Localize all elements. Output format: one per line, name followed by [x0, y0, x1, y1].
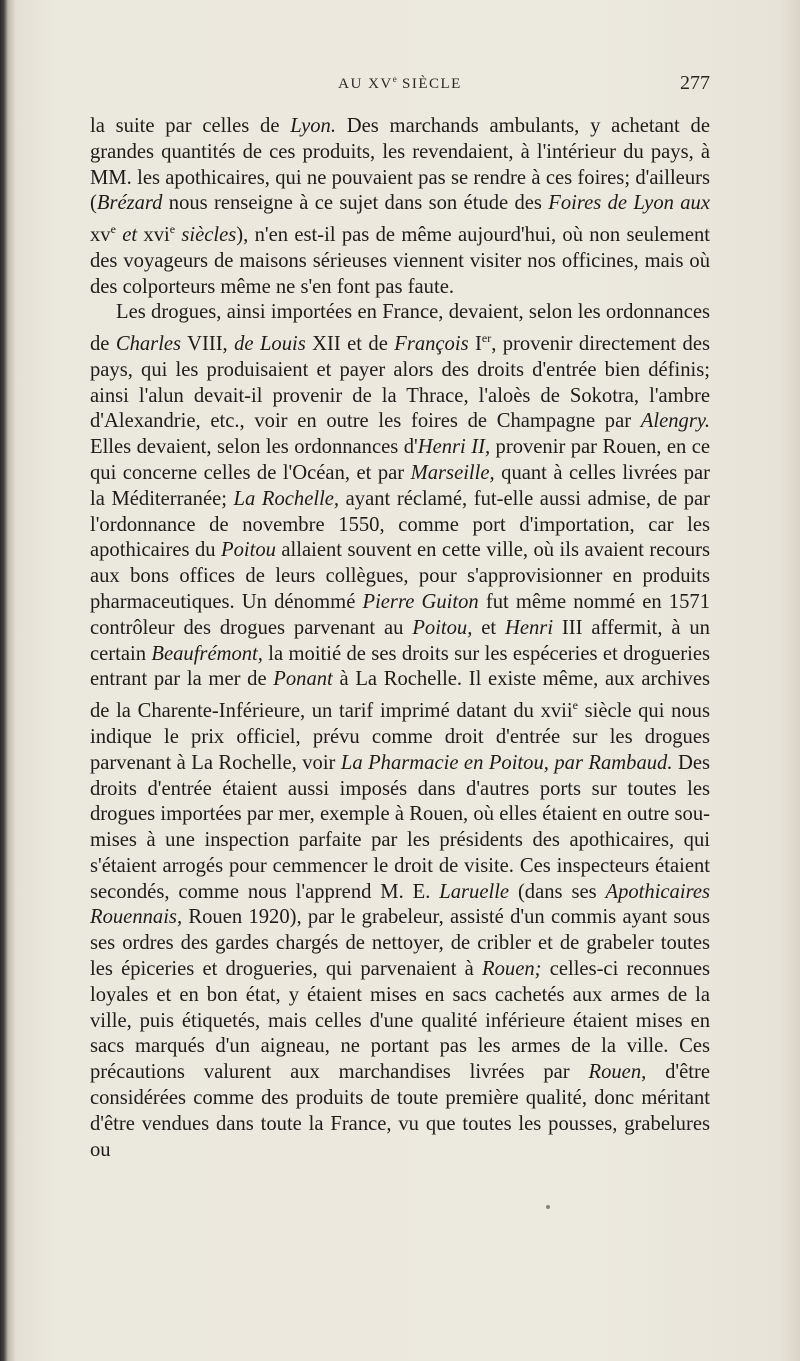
- text-run: nous renseigne à ce sujet dans son étude des: [162, 192, 549, 215]
- italic-text: Laruelle: [439, 880, 510, 903]
- italic-text: Marseille,: [410, 462, 495, 485]
- text-run: la suite par celles de: [90, 115, 291, 137]
- text-run: d'être considérées comme des produits de toute première qualité, donc méritant d'être vendues dans toute la France, vu que toutes les pousses, grabelures ou: [90, 1061, 710, 1161]
- text-run: Des droits d'entrée étaient aussi imposés dans d'autres ports sur toutes les drogues importées par mer, exemple à Rouen, où elles étaient en outre soumises à une inspection parfaite par les présidents des apothicaires, qui s'étaient arrogés pour cemmencer le droit de visite. Ces inspecteurs étaient secondés, comme nous l'apprend M. E.: [90, 751, 711, 903]
- italic-text: Pierre Guiton: [362, 591, 479, 614]
- italic-text: Henri II,: [417, 436, 491, 459]
- italic-text: François: [394, 333, 469, 356]
- text-run: Des marchands ambulants, y achetant de grandes quantités de ces produits, les revendaient, à l'intérieur du pays, à MM. les apothicaires, qui ne pouvaient pas se rendre à ces foires; d'ailleurs (: [90, 115, 710, 215]
- italic-text: Beaufrémont,: [151, 642, 263, 665]
- text-run: (dans ses: [509, 880, 606, 903]
- text-run: ayant réclamé, fut-elle aussi admise, de par l'ordonnance de novembre 1550, comme port d'importation, car les apothicaires du: [90, 487, 710, 562]
- text-run: et: [472, 616, 505, 639]
- text-run: I: [468, 333, 482, 356]
- text-run: xvii: [540, 700, 573, 723]
- italic-text: Ponant: [273, 668, 333, 691]
- text-run: Rouen 1920), par le grabeleur, assisté d'un commis ayant sous ses ordres des gardes chargés de nettoyer, de cribler et de grabeler toutes les épiceries et drogueries, qui parvenaient à: [90, 906, 710, 981]
- text-run: xv: [90, 224, 111, 247]
- superscript-text: er: [481, 331, 492, 346]
- italic-text: Rouen,: [588, 1061, 647, 1084]
- superscript-text: e: [169, 222, 176, 237]
- text-run: VIII,: [181, 333, 235, 356]
- italic-text: Henri: [505, 616, 554, 639]
- text-run: celles-ci reconnues loyales et en bon état, y étaient mises en sacs cachetés aux armes de la ville, puis étiquetés, mais celles d'une qualité inférieure étaient mises en sacs marqués d'un aigneau, ne portant pas les armes de la ville. Ces précautions valurent aux marchandises livrées par: [90, 958, 710, 1084]
- italic-text: Brézard: [96, 192, 163, 215]
- body-text: [90, 114, 710, 1163]
- italic-text: La Rochelle,: [233, 487, 340, 510]
- text-run: III affermit, à un certain: [90, 616, 710, 665]
- paragraph: [90, 114, 710, 300]
- italic-text: Lyon.: [290, 115, 336, 137]
- italic-text: Poitou: [221, 539, 276, 562]
- text-run: fut même nommé en 1571 contrôleur des drogues parvenant au: [90, 591, 710, 639]
- paragraph: [90, 300, 710, 1163]
- superscript-text: e: [110, 222, 116, 237]
- italic-text: Apothicaires Rouennais,: [90, 880, 710, 929]
- text-run: à La Rochelle. Il existe même, aux archives de la Charente-Inférieure, un tarif imprimé datant du: [90, 668, 710, 723]
- text-run: Elles devaient, selon les ordonnances d': [90, 436, 418, 459]
- text-run: la moitié de ses droits sur les espéceries et drogueries entrant par la mer de: [90, 642, 710, 691]
- text-run: provenir par Rouen, en ce qui concerne celles de l'Océan, et par: [90, 436, 711, 485]
- text-run: XII et de: [305, 333, 395, 356]
- italic-text: Foires de Lyon aux: [548, 192, 710, 215]
- page-header: [90, 72, 710, 96]
- text-run: ), n'en est-il pas de même aujourd'hui, où non seulement des voyageurs de maisons sérieuses viennent visiter nos officines, mais où des colporteurs même ne s'en font pas faute.: [90, 224, 711, 298]
- italic-text: Charles: [115, 333, 182, 356]
- running-head-superscript: e: [392, 74, 397, 84]
- text-run: Les drogues, ainsi importées en France, devaient, selon les ordonnances de: [90, 301, 710, 356]
- text-run: , provenir directement des pays, qui les produisaient et payer alors des droits d'entrée bien définis; ainsi l'alun devait-il provenir de la Thrace, l'aloès de Sokotra, l'ambre d'Alexandrie, etc., voir en outre les foires de Champagne par: [90, 333, 710, 433]
- text-run: allaient souvent en cette ville, où ils avaient recours aux bons offices de leurs collègues, pour s'approvisionner en produits pharmaceutiques. Un dénommé: [90, 539, 711, 614]
- running-head-pre: AU XV: [338, 76, 393, 92]
- text-run: xvi: [143, 224, 170, 247]
- running-head-post: SIÈCLE: [396, 76, 462, 92]
- text-run: quant à celles livrées par la Méditerranée;: [90, 462, 711, 510]
- italic-text: Rouen;: [482, 958, 542, 981]
- italic-text: Poitou,: [412, 616, 473, 639]
- italic-text: La Pharmacie en Poitou, par Rambaud.: [340, 751, 673, 774]
- italic-text: et: [115, 224, 144, 247]
- paper-speck: [546, 1205, 550, 1209]
- italic-text: siècles: [175, 224, 237, 247]
- running-head: [90, 74, 710, 93]
- superscript-text: e: [572, 698, 578, 713]
- italic-text: de Louis: [234, 333, 306, 356]
- italic-text: Alengry.: [640, 410, 710, 433]
- text-run: siècle qui nous indique le prix officiel, prévu comme droit d'entrée sur les drogues parvenant à La Rochelle, voir: [90, 700, 710, 774]
- page-number: 277: [680, 72, 710, 94]
